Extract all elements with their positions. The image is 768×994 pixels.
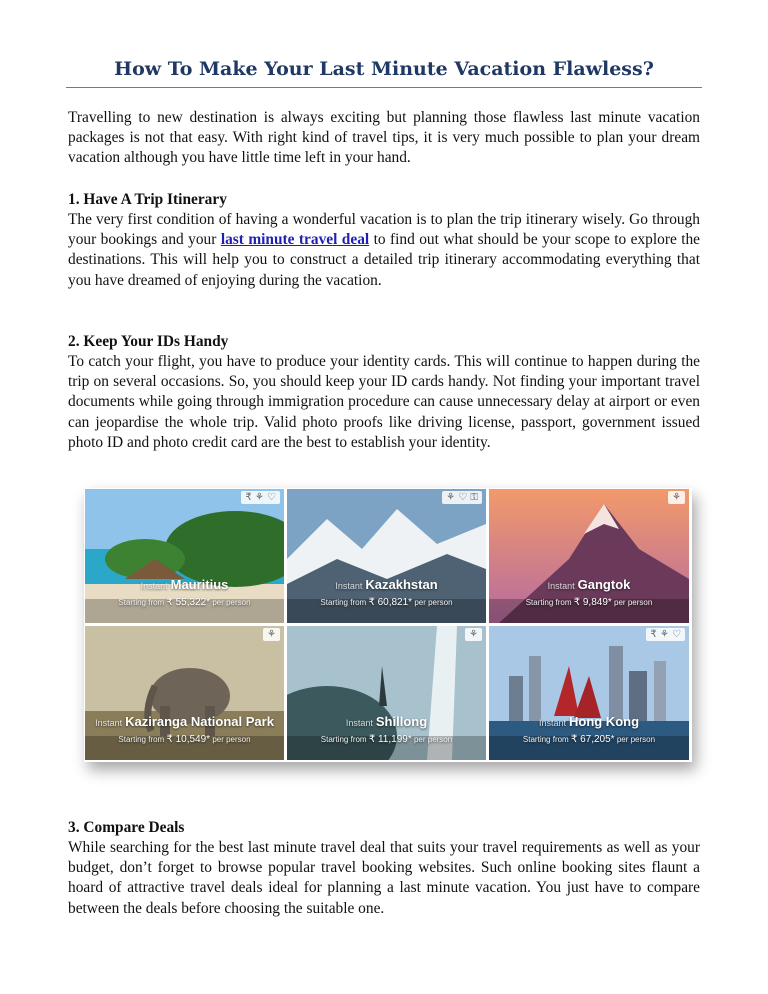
starting-label: Starting from [118, 598, 165, 607]
section-1-text-before: The very first condition of having a wonderful vacation is to plan the trip itinerary wisely. Go through your bookings and your [68, 211, 700, 249]
tile-kazakhstan[interactable] [287, 489, 486, 623]
section-1-heading: 1. Have A Trip Itinerary [68, 191, 227, 208]
tile-gangtok[interactable] [489, 489, 689, 623]
tile-icons: ⚘ [668, 491, 685, 504]
destination-name: Kazakhstan [365, 577, 438, 592]
destination-name: Gangtok [577, 577, 631, 592]
per-person-label: per person [614, 598, 653, 607]
instant-label: Instant [140, 581, 168, 591]
per-person-label: per person [212, 735, 251, 744]
instant-label: Instant [95, 718, 123, 728]
price-value: ₹ 11,199* [368, 734, 412, 745]
page-title: How To Make Your Last Minute Vacation Flawless? [114, 58, 654, 80]
section-1-text [68, 210, 700, 291]
title-underline [66, 87, 702, 88]
starting-label: Starting from [522, 735, 569, 744]
per-person-label: per person [616, 735, 656, 744]
per-person-label: per person [414, 598, 453, 607]
section-3-text: While searching for the best last minute travel deal that suits your travel requirements as well as your budget, don’t forget to browse popular travel booking websites. Such online booking sites flaunt a hoard of attractive travel deals ideal for planning a last minute vacation. You just have to compare between the deals before choosing the suitable one. [68, 839, 700, 917]
instant-label: Instant [538, 718, 566, 728]
instant-label: Instant [547, 581, 575, 591]
starting-label: Starting from [118, 735, 165, 744]
starting-label: Starting from [525, 598, 572, 607]
tile-mauritius[interactable] [85, 489, 284, 623]
tile-icons: ₹ ⚘ ♡ [646, 628, 685, 641]
destination-name: Shillong [375, 714, 428, 729]
destination-name: Kaziranga National Park [125, 714, 274, 729]
starting-label: Starting from [320, 598, 367, 607]
section-2-heading: 2. Keep Your IDs Handy [68, 333, 229, 350]
per-person-label: per person [212, 598, 251, 607]
price-value: ₹ 10,549* [166, 734, 211, 745]
tile-shillong[interactable] [287, 626, 486, 760]
instant-label: Instant [345, 718, 373, 728]
intro-paragraph: Travelling to new destination is always exciting but planning those flawless last minute vacation packages is not that easy. With right kind of travel tips, it is very much possible to plan your dream vacation although you have little time left in your hand. [68, 109, 700, 167]
destination-name: Hong Kong [568, 714, 640, 729]
price-value: ₹ 67,205* [570, 734, 615, 745]
tile-icons: ₹ ⚘ ♡ [241, 491, 280, 504]
tile-kaziranga[interactable] [85, 626, 284, 760]
price-value: ₹ 55,322* [166, 597, 211, 608]
last-minute-travel-deal-link[interactable]: last minute travel deal [220, 231, 370, 249]
tile-icons: ⚘ [465, 628, 482, 641]
section-1-text-after: to find out what should be your scope to explore the destinations. This will help you to construct a detailed trip itinerary accommodating everything that you have dreamed of enjoying during the vacation. [68, 231, 701, 289]
section-3-heading: 3. Compare Deals [68, 819, 185, 836]
price-value: ₹ 60,821* [368, 597, 413, 608]
price-value: ₹ 9,849* [573, 597, 612, 608]
section-2-text: To catch your flight, you have to produce your identity cards. This will continue to happen during the trip on several occasions. So, you should keep your ID cards handy. Not finding your important travel documents while going through immigration procedure can cause unnecessary delay at airport or even can jeopardise the whole trip. Valid photo proofs like driving license, passport, government issued photo ID and photo credit card are the best to establish your identity. [68, 353, 700, 451]
destination-gallery [84, 488, 692, 762]
tile-icons: ⚘ [263, 628, 280, 641]
tile-icons: ⚘ ♡ ⚿ [442, 491, 482, 504]
per-person-label: per person [413, 735, 453, 744]
destination-name: Mauritius [170, 577, 229, 592]
starting-label: Starting from [320, 735, 367, 744]
tile-hong-kong[interactable] [489, 626, 689, 760]
instant-label: Instant [335, 581, 363, 591]
